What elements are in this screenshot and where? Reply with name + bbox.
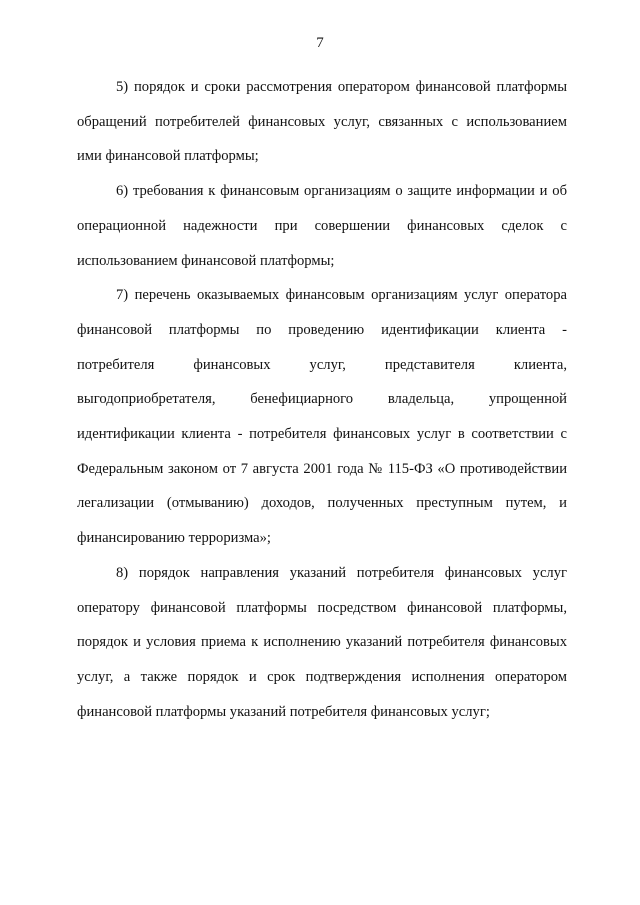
list-item-6: 6) требования к финансовым организациям о защите информации и об операционной надежности при совершении финансовых сделок с использованием финансовой платформы; [77, 183, 567, 269]
list-item-5: 5) порядок и сроки рассмотрения оператором финансовой платформы обращений потребителей финансовых услуг, связанных с использованием ими финансовой платформы; [77, 79, 567, 165]
list-item-7: 7) перечень оказываемых финансовым организациям услуг оператора финансовой платформы по проведению идентификации клиента - потребителя финансовых услуг, представителя клиента, выгодоприобретателя, бенефициарного владельца, упрощенной идентификации клиента - потребителя финансовых услуг в соответствии с Федеральным законом от 7 августа 2001 года № 115-ФЗ «О противодействии легализации (отмыванию) доходов, полученных преступным путем, и финансированию терроризма»; [77, 287, 567, 547]
page-number: 7 [316, 35, 324, 51]
list-item-8: 8) порядок направления указаний потребителя финансовых услуг оператору финансовой платформы посредством финансовой платформы, порядок и условия приема к исполнению указаний потребителя финансовых услуг, а также порядок и срок подтверждения исполнения оператором финансовой платформы указаний потребителя финансовых услуг; [77, 564, 567, 720]
document-body [77, 70, 567, 729]
